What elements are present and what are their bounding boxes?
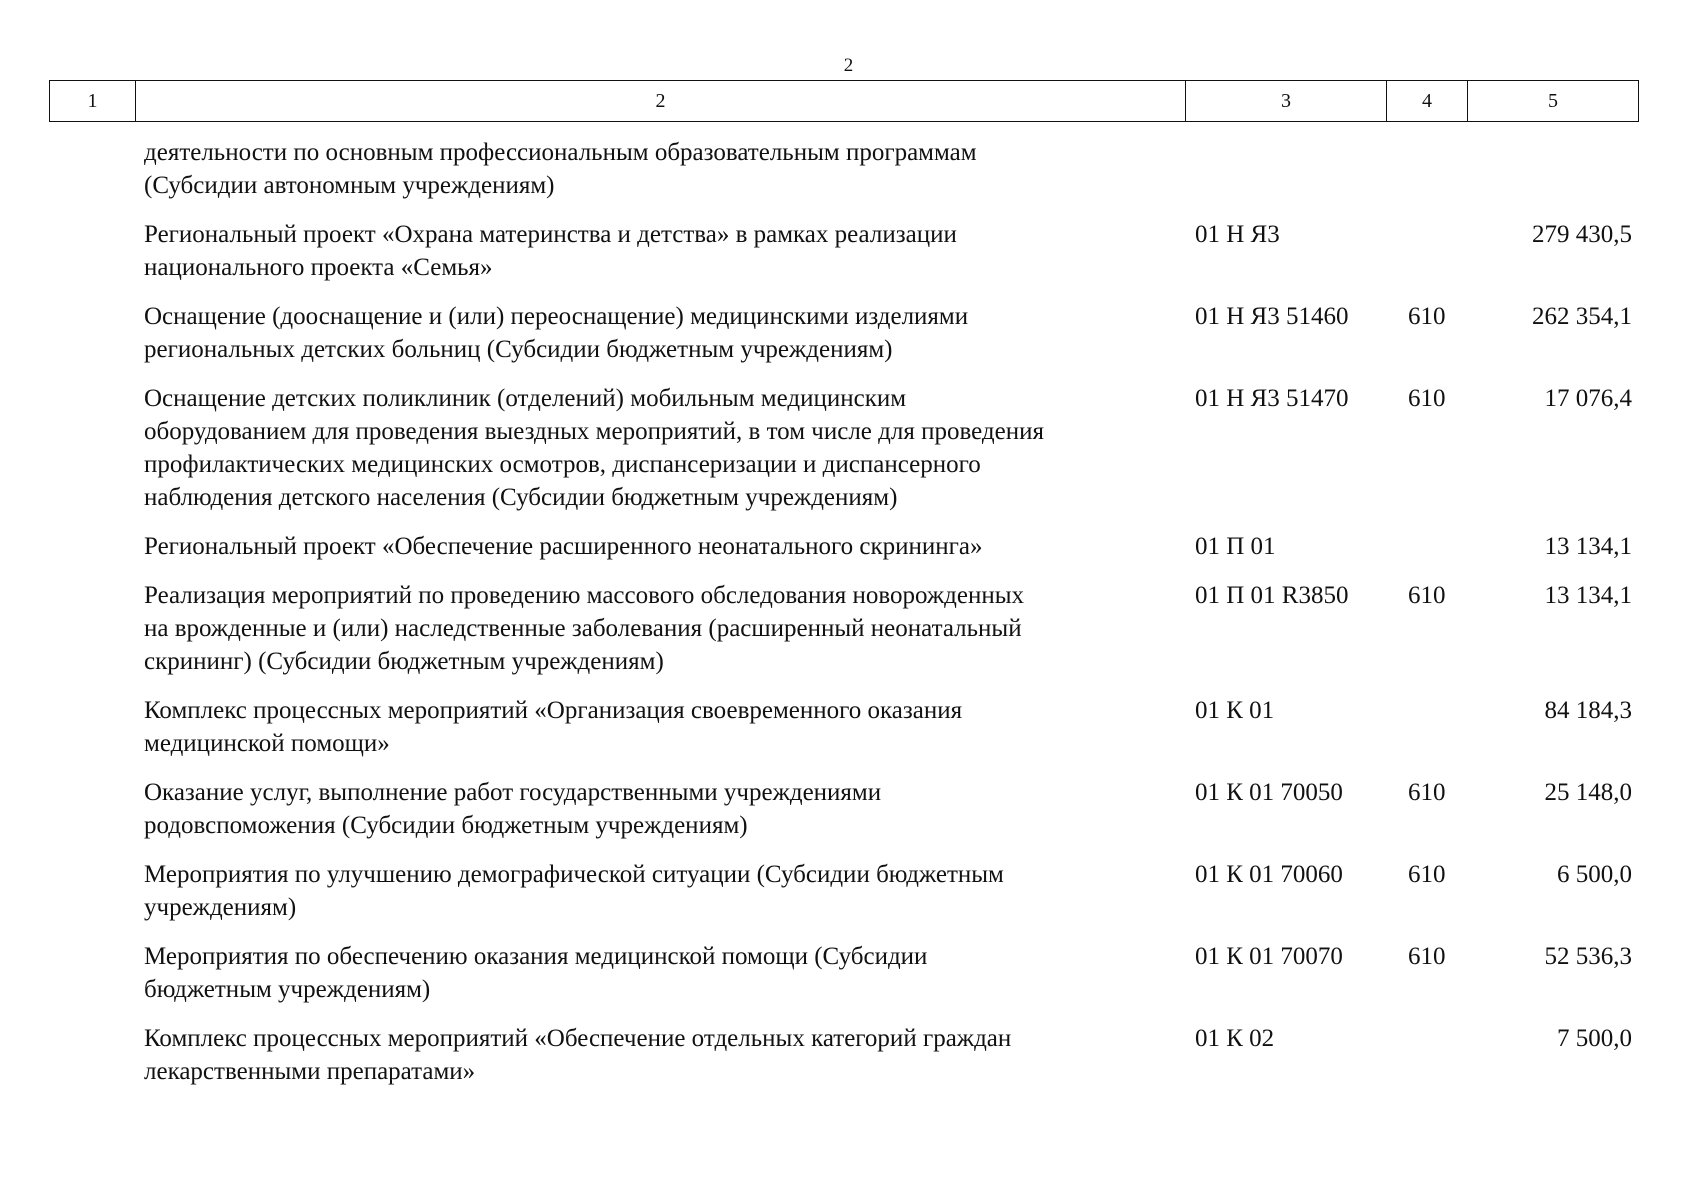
table-row bbox=[0, 858, 1697, 924]
row-code: 01 П 01 bbox=[1195, 533, 1276, 560]
table-row bbox=[0, 694, 1697, 760]
row-code: 01 П 01 R3850 bbox=[1195, 582, 1349, 609]
row-expense-type: 610 bbox=[1408, 861, 1446, 888]
row-description: Мероприятия по улучшению демографической ситуации (Субсидии бюджетным учреждениям) bbox=[144, 861, 1004, 921]
row-code: 01 К 01 70060 bbox=[1195, 861, 1343, 888]
table-row bbox=[0, 1022, 1697, 1088]
row-amount: 17 076,4 bbox=[1544, 385, 1632, 412]
table-row bbox=[0, 218, 1697, 284]
header-col-3: 3 bbox=[1186, 81, 1387, 121]
table-row bbox=[0, 579, 1697, 678]
page-number: 2 bbox=[843, 55, 854, 76]
table-row bbox=[0, 530, 1697, 563]
row-amount: 25 148,0 bbox=[1544, 779, 1632, 806]
row-description: Реализация мероприятий по проведению массового обследования новорожденных на врожденные и (или) наследственные заболевания (расширенный неонатальный скрининг) (Субсидии бюджетным учреждениям) bbox=[144, 582, 1025, 675]
row-expense-type: 610 bbox=[1408, 582, 1446, 609]
row-description: Оказание услуг, выполнение работ государственными учреждениями родовспоможения (Субсидии бюджетным учреждениям) bbox=[144, 779, 882, 839]
row-amount: 6 500,0 bbox=[1557, 861, 1632, 888]
header-col-5: 5 bbox=[1548, 89, 1558, 112]
table-row bbox=[0, 382, 1697, 514]
row-amount: 262 354,1 bbox=[1532, 303, 1632, 330]
header-col-4: 4 bbox=[1387, 81, 1468, 121]
row-amount: 7 500,0 bbox=[1557, 1025, 1632, 1052]
row-code: 01 К 01 bbox=[1195, 697, 1275, 724]
row-amount: 279 430,5 bbox=[1532, 221, 1632, 248]
row-code: 01 Н Я3 51470 bbox=[1195, 385, 1349, 412]
table-header-row bbox=[49, 80, 1639, 122]
row-code: 01 К 01 70070 bbox=[1195, 943, 1343, 970]
row-description: Региональный проект «Охрана материнства и детства» в рамках реализации национального проекта «Семья» bbox=[144, 221, 957, 281]
table-row bbox=[0, 300, 1697, 366]
header-col-2: 2 bbox=[136, 81, 1186, 121]
header-col-1: 1 bbox=[50, 81, 136, 121]
row-expense-type: 610 bbox=[1408, 779, 1446, 806]
row-code: 01 Н Я3 51460 bbox=[1195, 303, 1349, 330]
table-row bbox=[0, 776, 1697, 842]
row-code: 01 К 02 bbox=[1195, 1025, 1275, 1052]
row-amount: 52 536,3 bbox=[1544, 943, 1632, 970]
row-code: 01 К 01 70050 bbox=[1195, 779, 1343, 806]
row-amount: 13 134,1 bbox=[1544, 533, 1632, 560]
row-description: Региональный проект «Обеспечение расширенного неонатального скрининга» bbox=[144, 533, 983, 560]
table-body bbox=[0, 136, 1697, 1104]
table-row bbox=[0, 940, 1697, 1006]
row-expense-type: 610 bbox=[1408, 303, 1446, 330]
row-description: Комплекс процессных мероприятий «Организация своевременного оказания медицинской помощи» bbox=[144, 697, 963, 757]
row-description: деятельности по основным профессиональным образовательным программам (Субсидии автономным учреждениям) bbox=[144, 139, 977, 199]
row-expense-type: 610 bbox=[1408, 385, 1446, 412]
row-description: Комплекс процессных мероприятий «Обеспечение отдельных категорий граждан лекарственными препаратами» bbox=[144, 1025, 1012, 1085]
row-description: Оснащение детских поликлиник (отделений) мобильным медицинским оборудованием для проведения выездных мероприятий, в том числе для проведения профилактических медицинских осмотров, диспансеризации и диспансерного наблюдения детского населения (Субсидии бюджетным учреждениям) bbox=[144, 385, 1044, 511]
table-row bbox=[0, 136, 1697, 202]
row-description: Оснащение (дооснащение и (или) переоснащение) медицинскими изделиями региональных детских больниц (Субсидии бюджетным учреждениям) bbox=[144, 303, 969, 363]
row-code: 01 Н Я3 bbox=[1195, 221, 1280, 248]
row-amount: 13 134,1 bbox=[1544, 582, 1632, 609]
row-amount: 84 184,3 bbox=[1544, 697, 1632, 724]
row-expense-type: 610 bbox=[1408, 943, 1446, 970]
row-description: Мероприятия по обеспечению оказания медицинской помощи (Субсидии бюджетным учреждениям) bbox=[144, 943, 928, 1003]
